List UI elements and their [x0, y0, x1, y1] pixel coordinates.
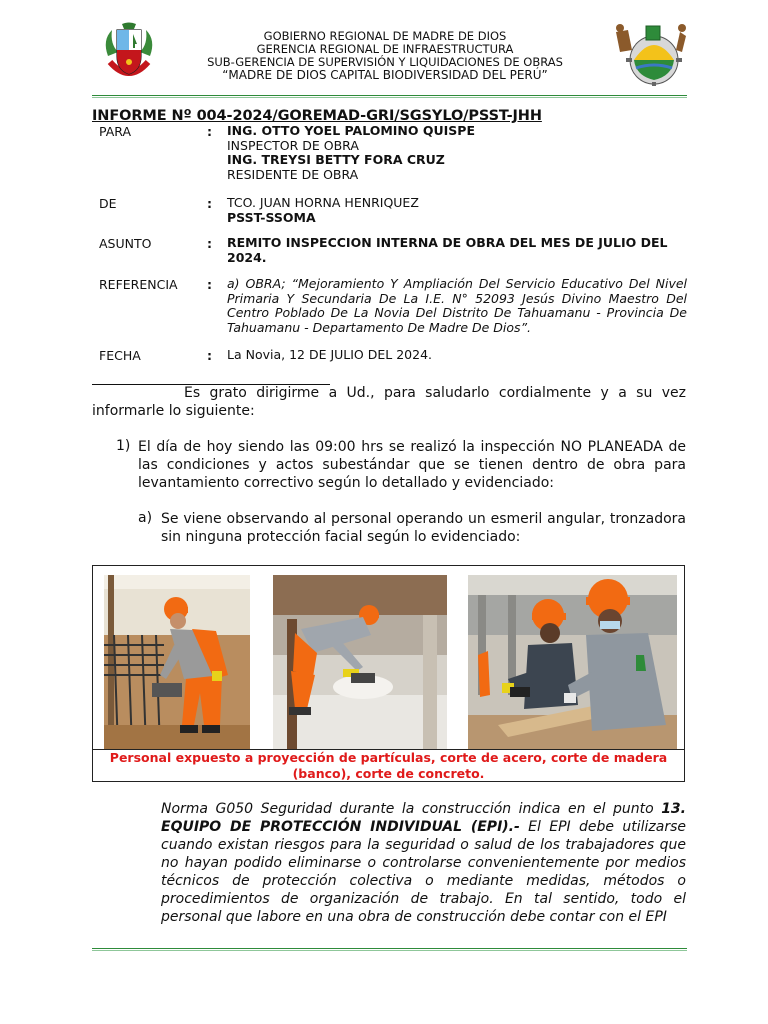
peru-coat-of-arms-icon [100, 22, 158, 86]
item-1-number: 1) [116, 438, 131, 454]
fecha-text: La Novia, 12 DE JULIO DEL 2024. [227, 347, 432, 362]
fecha-colon: : [207, 348, 212, 363]
sender-name: TCO. JUAN HORNA HENRIQUEZ [227, 195, 419, 210]
item-1-text: El día de hoy siendo las 09:00 hrs se realizó la inspección NO PLANEADA de las condiciones y actos subestándar que se tienen dentro de obra para levantamiento correctivo según lo detallado y evidenciado: [138, 439, 686, 491]
norma-text-1: Norma G050 Seguridad durante la construcción indica en el punto [161, 801, 662, 817]
para-recipients [227, 124, 687, 182]
de-label: DE [99, 196, 117, 211]
photo-workers-cutting-wood [468, 575, 677, 749]
asunto-colon: : [207, 236, 212, 251]
norma-paragraph [161, 800, 686, 926]
asunto-text: REMITO INSPECCION INTERNA DE OBRA DEL MES DE JULIO DEL 2024. [227, 235, 668, 265]
intro-paragraph: Es grato dirigirme a Ud., para saludarlo cordialmente y a su vez informarle lo siguiente: [92, 385, 686, 419]
madre-de-dios-regional-emblem-icon [606, 20, 690, 86]
item-a-letter: a) [138, 510, 153, 526]
de-sender [227, 196, 687, 225]
recipient-1-name: ING. OTTO YOEL PALOMINO QUISPE [227, 123, 475, 138]
recipient-1-role: INSPECTOR DE OBRA [227, 137, 359, 153]
norma-text-2: El EPI debe utilizarse cuando existan riesgos para la seguridad o salud de los trabajadores que no hayan podido eliminarse o controlarse convenientemente por medios técnicos de protección colectiva o mediante medidas, métodos o procedimientos de organización de trabajo. En tal sentido, todo el personal que labore en una obra de construcción debe contar con el EPI [161, 819, 686, 925]
header-line-1: GOBIERNO REGIONAL DE MADRE DE DIOS [263, 29, 507, 43]
footer-divider [92, 948, 687, 951]
photo-worker-cutting-steel [104, 575, 250, 749]
norma-epi-heading: 13. EQUIPO DE PROTECCIÓN INDIVIDUAL (EPI).- [161, 801, 686, 835]
para-label: PARA [99, 124, 132, 139]
photo-worker-cutting-concrete [273, 575, 447, 749]
referencia-label: REFERENCIA [99, 277, 178, 292]
sender-role: PSST-SSOMA [227, 209, 316, 225]
evidence-photo-box [92, 565, 685, 782]
header-line-2: GERENCIA REGIONAL DE INFRAESTRUCTURA [256, 42, 514, 56]
recipient-2-name: ING. TREYSI BETTY FORA CRUZ [227, 152, 445, 167]
institution-header [180, 30, 590, 82]
header-line-3: SUB-GERENCIA DE SUPERVISIÓN Y LIQUIDACIONES DE OBRAS [207, 55, 563, 69]
report-title: INFORME Nº 004-2024/GOREMAD-GRI/SGSYLO/PSST-JHH [92, 108, 542, 124]
referencia-text: a) OBRA; “Mejoramiento Y Ampliación Del Servicio Educativo Del Nivel Primaria Y Secundaria De La I.E. N° 52093 Jesús Divino Maestro Del Centro Poblado De La Novia Del Distrito De Tahuamanu - Provincia De Tahuamanu - Departamento De Madre De Dios”. [227, 276, 687, 335]
recipient-2-role: RESIDENTE DE OBRA [227, 166, 359, 182]
header-motto: “MADRE DE DIOS CAPITAL BIODIVERSIDAD DEL PERÚ” [222, 68, 548, 82]
de-colon: : [207, 196, 212, 211]
header-divider [92, 95, 687, 98]
item-a-text: Se viene observando al personal operando un esmeril angular, tronzadora sin ninguna protección facial según lo evidenciado: [161, 511, 686, 545]
asunto-label: ASUNTO [99, 236, 152, 251]
photo-caption: Personal expuesto a proyección de partículas, corte de acero, corte de madera (banco), corte de concreto. [93, 749, 684, 782]
referencia-colon: : [207, 277, 212, 292]
fecha-label: FECHA [99, 348, 141, 363]
para-colon: : [207, 124, 212, 139]
